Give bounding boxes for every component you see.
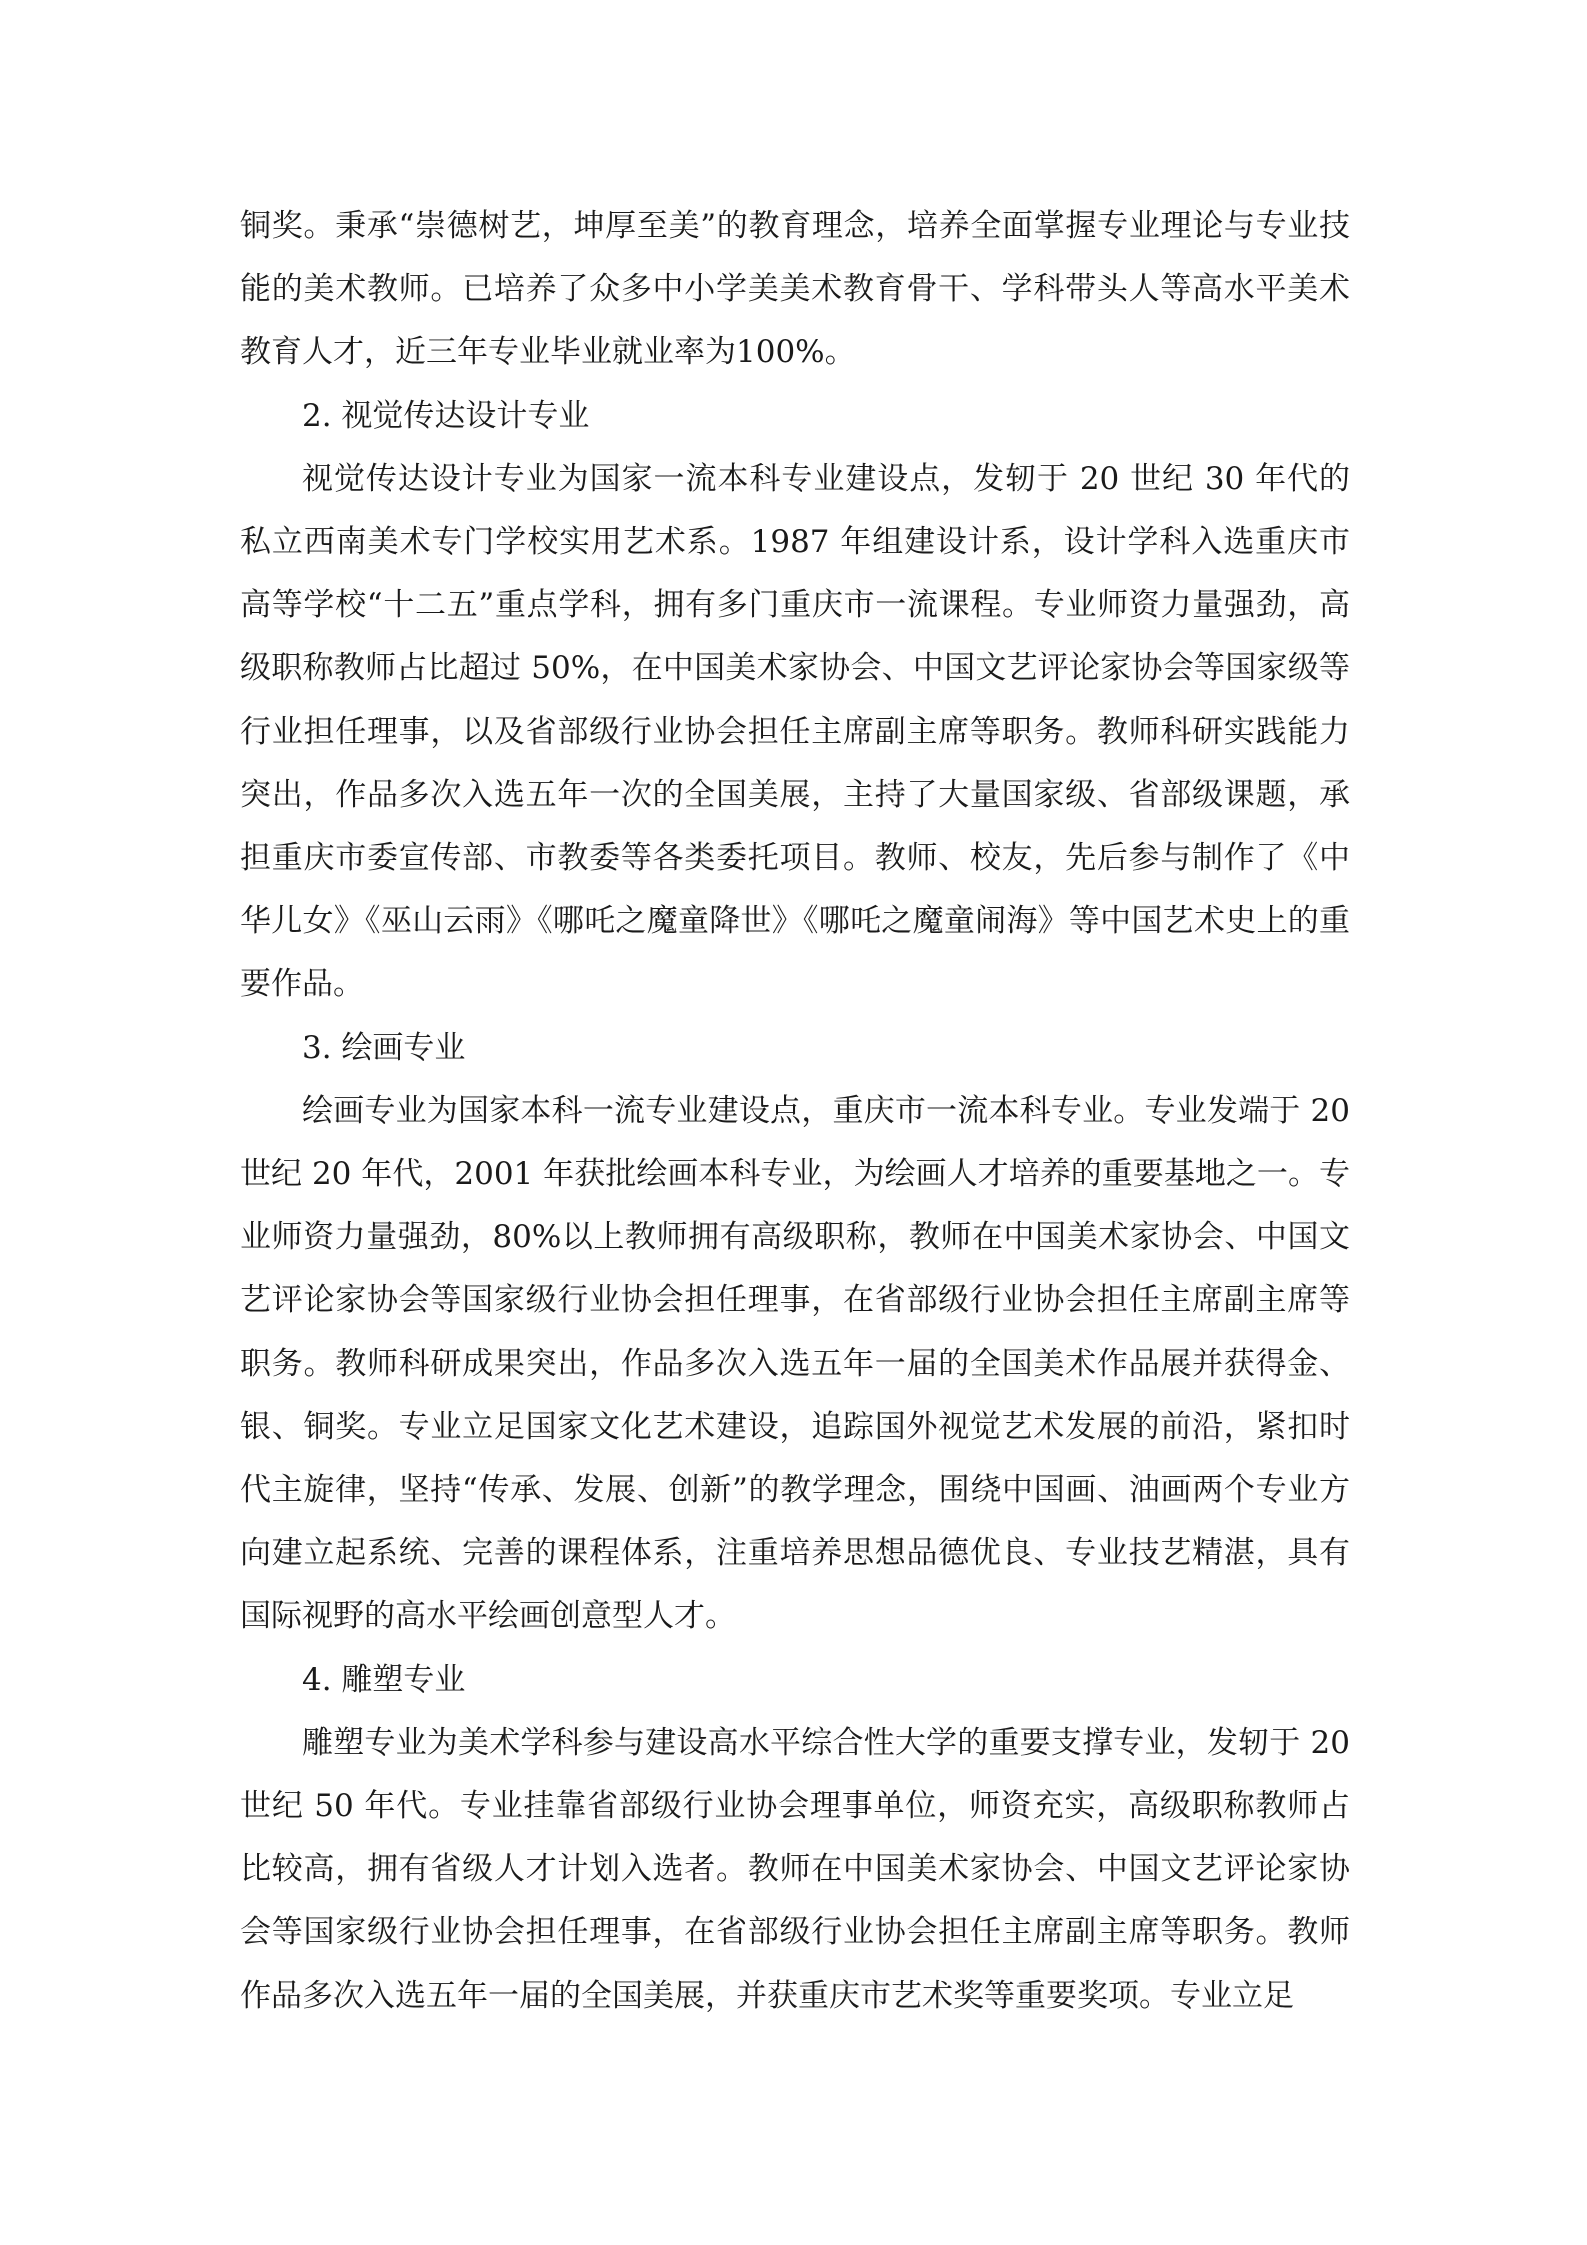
paragraph-visual-communication-design: 视觉传达设计专业为国家一流本科专业建设点，发轫于 20 世纪 30 年代的私立西南美术专门学校实用艺术系。1987 年组建设计系，设计学科入选重庆市高等学校“十二五”重点学科，拥有多门重庆市一流课程。专业师资力量强劲，高级职称教师占比超过 50%，在中国美术家协会、中国文艺评论家协会等国家级等行业担任理事，以及省部级行业协会担任主席副主席等职务。教师科研实践能力突出，作品多次入选五年一次的全国美展，主持了大量国家级、省部级课题，承担重庆市委宣传部、市教委等各类委托项目。教师、校友，先后参与制作了《中华儿女》《巫山云雨》《哪吒之魔童降世》《哪吒之魔童闹海》等中国艺术史上的重要作品。 bbox=[240, 460, 1350, 1003]
document-body bbox=[240, 195, 1350, 2028]
paragraph-painting: 绘画专业为国家本科一流专业建设点，重庆市一流本科专业。专业发端于 20 世纪 20 年代，2001 年获批绘画本科专业，为绘画人才培养的重要基地之一。专业师资力量强劲，80%以上教师拥有高级职称，教师在中国美术家协会、中国文艺评论家协会等国家级行业协会担任理事，在省部级行业协会担任主席副主席等职务。教师科研成果突出，作品多次入选五年一届的全国美术作品展并获得金、银、铜奖。专业立足国家文化艺术建设，追踪国外视觉艺术发展的前沿，紧扣时代主旋律，坚持“传承、发展、创新”的教学理念，围绕中国画、油画两个专业方向建立起系统、完善的课程体系，注重培养思想品德优良、专业技艺精湛，具有国际视野的高水平绘画创意型人才。 bbox=[240, 1092, 1350, 1635]
section-heading-sculpture: 4. 雕塑专业 bbox=[302, 1661, 466, 1698]
section-heading-painting: 3. 绘画专业 bbox=[302, 1029, 466, 1066]
paragraph-sculpture: 雕塑专业为美术学科参与建设高水平综合性大学的重要支撑专业，发轫于 20 世纪 50 年代。专业挂靠省部级行业协会理事单位，师资充实，高级职称教师占比较高，拥有省级人才计划入选者。教师在中国美术家协会、中国文艺评论家协会等国家级行业协会担任理事，在省部级行业协会担任主席副主席等职务。教师作品多次入选五年一届的全国美展，并获重庆市艺术奖等重要奖项。专业立足 bbox=[240, 1724, 1350, 2014]
paragraph-continuation: 铜奖。秉承“崇德树艺，坤厚至美”的教育理念，培养全面掌握专业理论与专业技能的美术教师。已培养了众多中小学美美术教育骨干、学科带头人等高水平美术教育人才，近三年专业毕业就业率为100%。 bbox=[240, 208, 1350, 371]
section-heading-visual-communication-design: 2. 视觉传达设计专业 bbox=[302, 397, 590, 434]
